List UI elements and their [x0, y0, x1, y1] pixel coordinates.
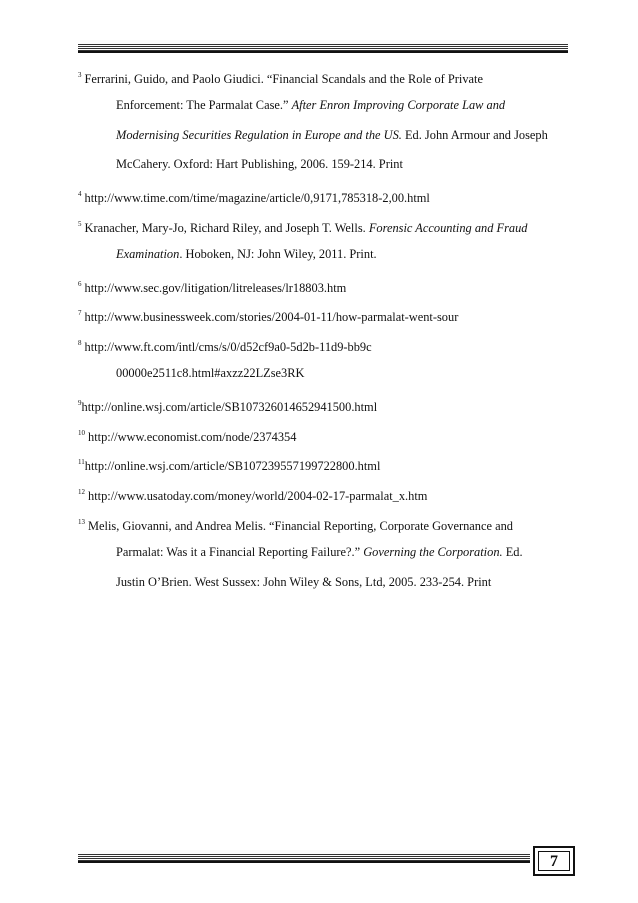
footnote-number: 7 [78, 309, 82, 318]
footnotes-list [78, 66, 578, 602]
page-number: 7 [550, 853, 558, 870]
footnote-text: Parmalat: Was it a Financial Reporting Failure?.” [116, 544, 364, 559]
footnote-italic-text: Examination [116, 246, 180, 261]
footnote-line [78, 424, 578, 454]
page-number-box [533, 846, 575, 876]
footnote-text: http://www.usatoday.com/money/world/2004-02-17-parmalat_x.htm [88, 489, 428, 504]
footnote-number: 6 [78, 279, 82, 288]
footnote-text: Enforcement: The Parmalat Case.” [116, 97, 292, 112]
footnote-text: McCahery. Oxford: Hart Publishing, 2006. 159-214. Print [116, 157, 403, 172]
footnote-italic-text: Forensic Accounting and Fraud [368, 220, 528, 235]
footnote [78, 215, 578, 275]
footnote [78, 66, 578, 185]
footnote-line [78, 573, 578, 603]
footnote-line [78, 453, 578, 483]
footnote-line [78, 96, 578, 126]
footnote-number: 10 [78, 428, 85, 437]
footnote-number: 4 [78, 190, 82, 199]
footnote-line [78, 543, 578, 573]
footnote [78, 334, 578, 394]
footnote [78, 394, 578, 424]
footnote [78, 513, 578, 602]
footnote-text: Ed. [502, 544, 523, 559]
footnote-line [78, 394, 578, 424]
footnote-number: 8 [78, 339, 82, 348]
footnote-text: http://www.businessweek.com/stories/2004-01-11/how-parmalat-went-sour [84, 310, 459, 325]
footnote-text: Ferrarini, Guido, and Paolo Giudici. “Financial Scandals and the Role of Private [84, 72, 483, 86]
footnote-text: http://www.economist.com/node/2374354 [88, 429, 297, 444]
footnote-number: 9 [78, 398, 82, 407]
footnote-line [78, 304, 578, 334]
footnote-text: http://www.time.com/time/magazine/article/0,9171,785318-2,00.html [84, 191, 430, 206]
footnote-line [78, 215, 578, 245]
footnote-number: 5 [78, 219, 82, 228]
footnote-line [78, 334, 578, 364]
footnote-line [78, 155, 578, 185]
footnote-line [78, 185, 578, 215]
footnote-text: http://www.sec.gov/litigation/litreleases/lr18803.htm [84, 280, 347, 295]
footnote [78, 304, 578, 334]
footnote-line [78, 66, 578, 96]
footnote-number: 11 [78, 458, 85, 467]
footnote-text: Justin O’Brien. West Sussex: John Wiley & Sons, Ltd, 2005. 233-254. Print [116, 574, 492, 589]
footnote-text: Ed. John Armour and Joseph [401, 127, 548, 142]
footnote-italic-text: Governing the Corporation. [363, 544, 503, 559]
footer-rule [78, 854, 530, 862]
footnote [78, 483, 578, 513]
footnote-line [78, 483, 578, 513]
footnote-line [78, 364, 578, 394]
footnote-italic-text: Modernising Securities Regulation in Europe and the US. [116, 127, 402, 142]
footnote [78, 453, 578, 483]
footnote [78, 185, 578, 215]
footnote-line [78, 126, 578, 156]
footnote-text: http://online.wsj.com/article/SB107326014652941500.html [81, 399, 378, 414]
footnote-line [78, 513, 578, 543]
footnote-text: http://online.wsj.com/article/SB107239557199722800.html [84, 459, 381, 474]
footnote-text: . Hoboken, NJ: John Wiley, 2011. Print. [179, 246, 377, 261]
footnote-number: 12 [78, 488, 85, 497]
footnote-line [78, 245, 578, 275]
footnote-text: Kranacher, Mary-Jo, Richard Riley, and Joseph T. Wells. [84, 220, 369, 235]
header-rule [78, 44, 568, 52]
footnote-italic-text: After Enron Improving Corporate Law and [291, 97, 506, 112]
footnote-number: 3 [78, 71, 82, 79]
footnote-text: 00000e2511c8.html#axzz22LZse3RK [116, 365, 305, 380]
footnote-number: 13 [78, 517, 85, 526]
footnote [78, 424, 578, 454]
footnote-text: http://www.ft.com/intl/cms/s/0/d52cf9a0-5d2b-11d9-bb9c [84, 340, 372, 355]
footnote-text: Melis, Giovanni, and Andrea Melis. “Financial Reporting, Corporate Governance and [88, 518, 513, 533]
footnote [78, 275, 578, 305]
footnote-line [78, 275, 578, 305]
